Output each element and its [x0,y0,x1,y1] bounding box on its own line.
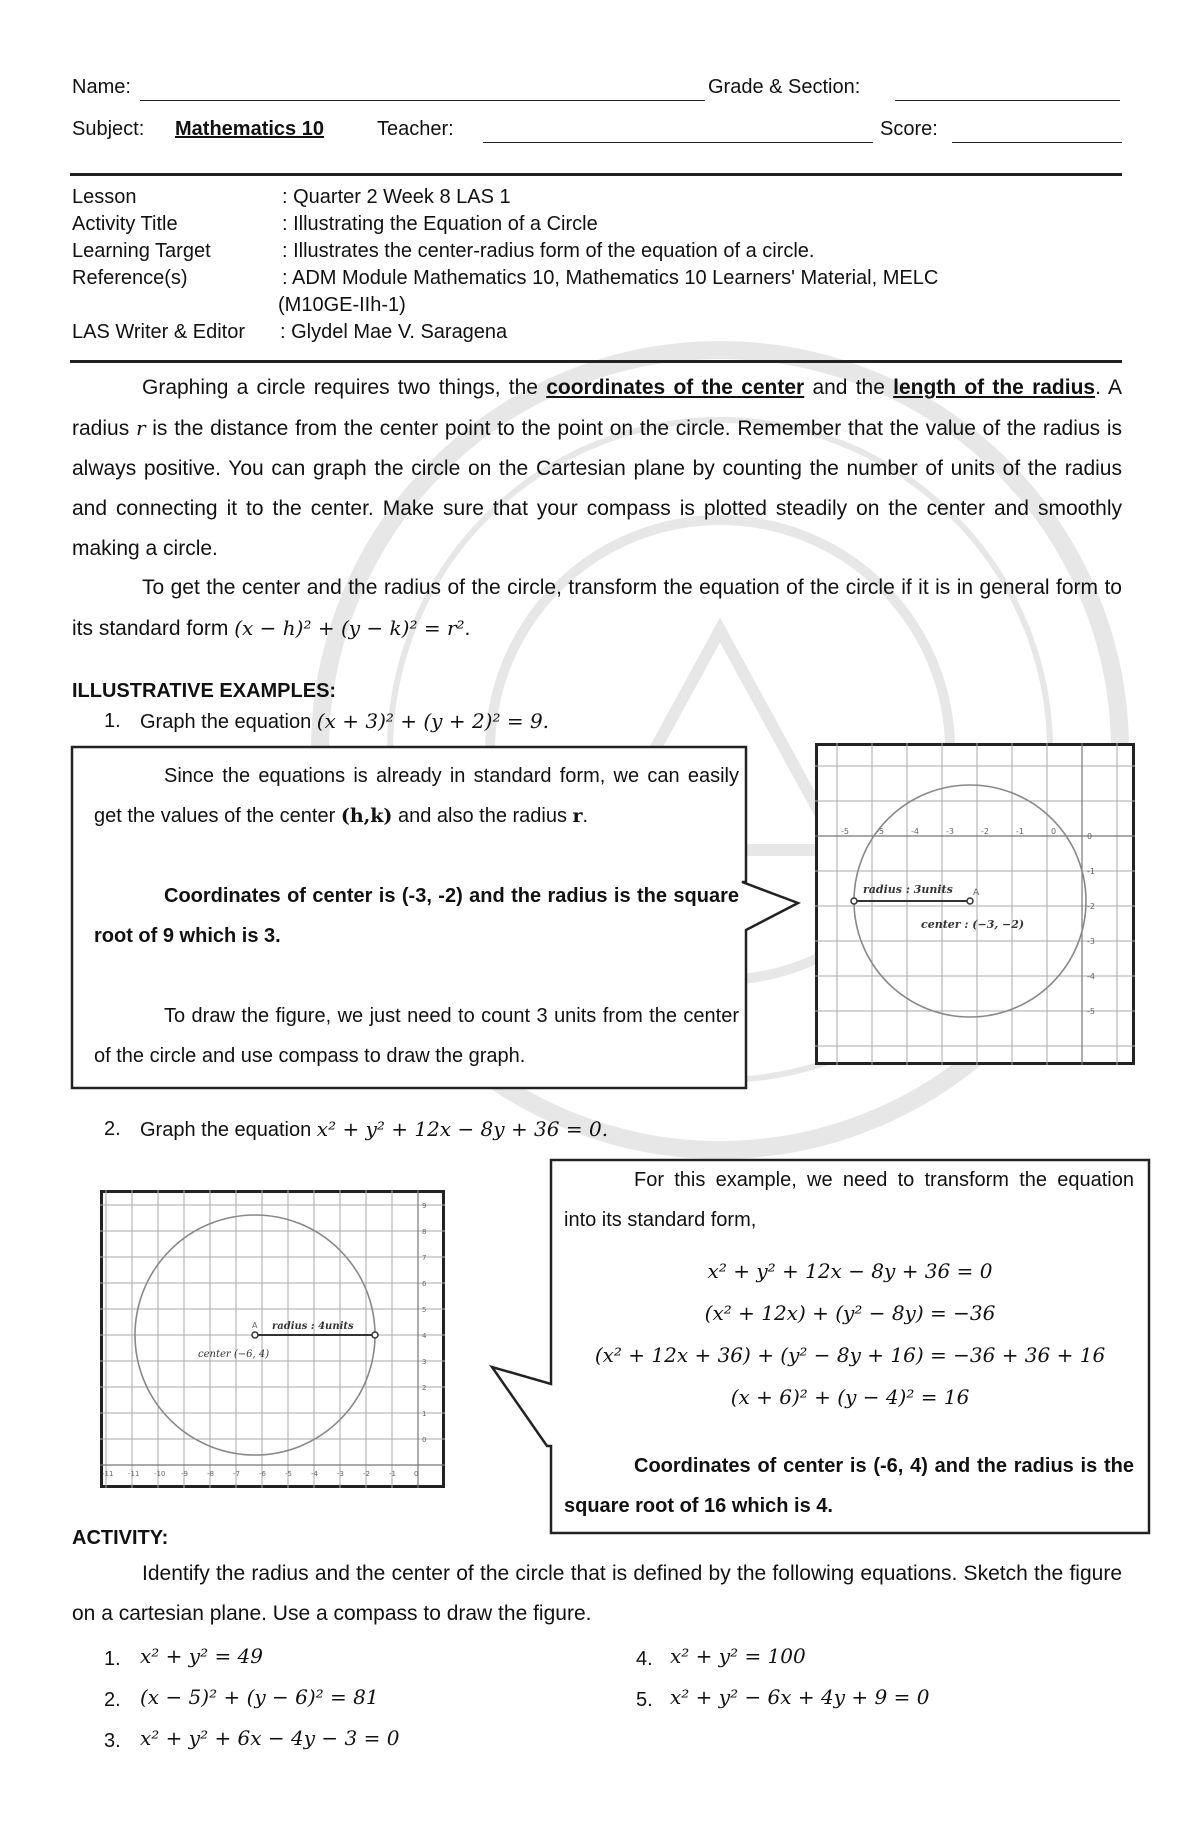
score-field[interactable] [952,120,1122,143]
activity-item-3-equation: x² + y² + 6x − 4y − 3 = 0 [140,1726,400,1750]
example-2-explanation: For this example, we need to transform the equation into its standard form, [564,1169,1134,1231]
derivation-step-3: (x² + 12x + 36) + (y² − 8y + 16) = −36 + 36 + 16 [594,1343,1106,1367]
x-tick-label: -1 [1016,827,1024,836]
meta-value: : ADM Module Mathematics 10, Mathematics 10 Learners' Material, MELC [282,267,939,289]
point-label: A [973,888,980,898]
intro-paragraph-1 [72,368,1122,569]
x-tick-label: -8 [207,1470,214,1478]
box-text: . [582,805,589,827]
grade-section-field[interactable] [895,78,1120,101]
y-tick-label: 7 [422,1254,427,1262]
derivation-step-2: (x² + 12x) + (y² − 8y) = −36 [704,1301,996,1325]
activity-item-2-equation: (x − 5)² + (y − 6)² = 81 [140,1685,379,1709]
center-label: center : (−3, −2) [921,918,1025,931]
example-1-answer: Coordinates of center is (-3, -2) and the radius is the square root of 9 which is 3. [94,885,739,947]
y-tick-label: 2 [422,1384,427,1392]
box-text: and also the radius [392,805,573,827]
x-tick-label: 0 [414,1470,419,1478]
x-tick-label: -4 [911,827,919,836]
radius-label: radius : 3units [863,883,953,896]
y-tick-label: 9 [422,1202,427,1210]
activity-item-5-number: 5. [636,1689,653,1711]
y-tick-label: 6 [422,1280,427,1288]
meta-value: : Quarter 2 Week 8 LAS 1 [282,186,511,208]
example-1-number: 1. [104,710,121,732]
prompt-text: Graph the equation [140,1119,317,1141]
activity-instructions: Identify the radius and the center of the circle that is defined by the following equations. Sketch the figure on a cartesian plane. Use a compass to draw the figure. [72,1562,1122,1625]
meta-key: Learning Target [72,240,211,262]
activity-item-4-number: 4. [636,1648,653,1670]
intro-text: Graphing a circle requires two things, the [142,376,547,399]
example-2-graph [100,1190,445,1488]
x-tick-label: -7 [233,1470,240,1478]
teacher-label: Teacher: [377,118,454,140]
center-label: center (−6, 4) [198,1349,270,1360]
activity-heading: ACTIVITY: [72,1527,169,1549]
intro-emphasis-center: coordinates of the center [546,376,805,399]
intro-emphasis-radius: length of the radius [893,376,1096,399]
activity-item-2-number: 2. [104,1689,121,1711]
activity-item-1-number: 1. [104,1648,121,1670]
standard-form-equation: (x − h)² + (y − k)² = r² [234,616,465,640]
prompt-text: Graph the equation [140,711,317,733]
y-tick-label: -4 [1087,972,1095,981]
x-tick-label: -3 [946,827,954,836]
point-marker [372,1332,378,1338]
x-tick-label: -9 [181,1470,188,1478]
center-symbol: (h,k) [340,805,393,827]
name-label: Name: [72,76,131,98]
y-tick-label: 0 [422,1436,427,1444]
derivation-step-4: (x + 6)² + (y − 4)² = 16 [730,1385,970,1409]
activity-item-5-equation: x² + y² − 6x + 4y + 9 = 0 [670,1685,930,1709]
point-marker [851,898,857,904]
subject-label: Subject: [72,118,145,140]
meta-value: : Illustrates the center-radius form of the equation of a circle. [282,240,815,262]
y-tick-label: 5 [422,1306,427,1314]
x-tick-label: -5 [285,1470,292,1478]
x-tick-label: -1 [389,1470,396,1478]
x-tick-label: -2 [363,1470,370,1478]
name-field[interactable] [140,78,705,101]
y-tick-label: -2 [1087,902,1095,911]
center-point [967,898,973,904]
y-tick-label: 3 [422,1358,427,1366]
radius-symbol: r [135,416,146,440]
intro-text: . [464,617,471,640]
x-tick-label: -3 [337,1470,344,1478]
point-label: A [252,1321,258,1330]
radius-symbol: r [572,805,583,827]
example-2-number: 2. [104,1118,121,1140]
box-text: Since the equations is already in standard form, we can easily get the values of the center [94,765,739,827]
meta-key: Lesson [72,186,137,208]
intro-text: To get the center and the radius of the circle, transform the equation of the circle if it is in general form to its standard form [72,576,1122,640]
meta-value: : Illustrating the Equation of a Circle [282,213,598,235]
example-1-graph [815,743,1135,1065]
y-tick-label: -3 [1087,937,1095,946]
y-tick-label: 1 [422,1410,427,1418]
intro-text: . A radius [72,376,1123,440]
activity-item-4-equation: x² + y² = 100 [670,1644,806,1668]
center-point [252,1332,258,1338]
meta-value: : Glydel Mae V. Saragena [280,321,508,343]
derivation-step-1: x² + y² + 12x − 8y + 36 = 0 [707,1259,993,1283]
x-tick-label: -5 [841,827,849,836]
x-tick-label: -5 [876,827,884,836]
example-1-prompt [140,708,549,735]
activity-item-3-number: 3. [104,1730,121,1752]
intro-text: is the distance from the center point to the point on the circle. Remember that the value of the radius is always positive. You can graph the circle on the Cartesian plane by counting the number of units of the radius and connecting it to the center. Make sure that your compass is plotted steadily on the center and smoothly making a circle. [72,417,1122,560]
example-2-answer: Coordinates of center is (-6, 4) and the radius is the square root of 16 which is 4. [564,1455,1134,1517]
subject-value: Mathematics 10 [175,118,324,140]
grade-section-label: Grade & Section: [708,76,861,98]
y-tick-label: 4 [422,1332,427,1340]
examples-heading: ILLUSTRATIVE EXAMPLES: [72,680,337,702]
example-1-equation: (x + 3)² + (y + 2)² = 9. [316,709,550,733]
radius-label: radius : 4units [272,1321,354,1332]
intro-text: and the [804,376,894,399]
teacher-field[interactable] [483,120,873,143]
activity-item-1-equation: x² + y² = 49 [140,1644,264,1668]
y-tick-label: 0 [1087,832,1093,841]
meta-value: (M10GE-IIh-1) [278,294,406,316]
example-1-instruction: To draw the figure, we just need to count 3 units from the center of the circle and use compass to draw the graph. [94,1005,739,1067]
x-tick-label: -11 [102,1470,114,1478]
example-1-explanation [94,756,739,836]
x-tick-label: -6 [259,1470,266,1478]
y-tick-label: 8 [422,1228,427,1236]
divider-bottom [70,360,1122,363]
y-tick-label: -1 [1087,867,1095,876]
meta-key: Activity Title [72,213,178,235]
example-2-equation: x² + y² + 12x − 8y + 36 = 0. [316,1117,609,1141]
meta-key: Reference(s) [72,267,188,289]
x-tick-label: -2 [981,827,989,836]
intro-paragraph-2 [72,568,1122,649]
x-tick-label: -11 [128,1470,140,1478]
y-tick-label: -5 [1087,1007,1095,1016]
x-tick-label: 0 [1051,827,1057,836]
meta-key: LAS Writer & Editor [72,321,246,343]
score-label: Score: [880,118,938,140]
x-tick-label: -4 [311,1470,318,1478]
example-2-prompt [140,1116,608,1143]
divider-top [70,173,1122,176]
x-tick-label: -10 [154,1470,166,1478]
